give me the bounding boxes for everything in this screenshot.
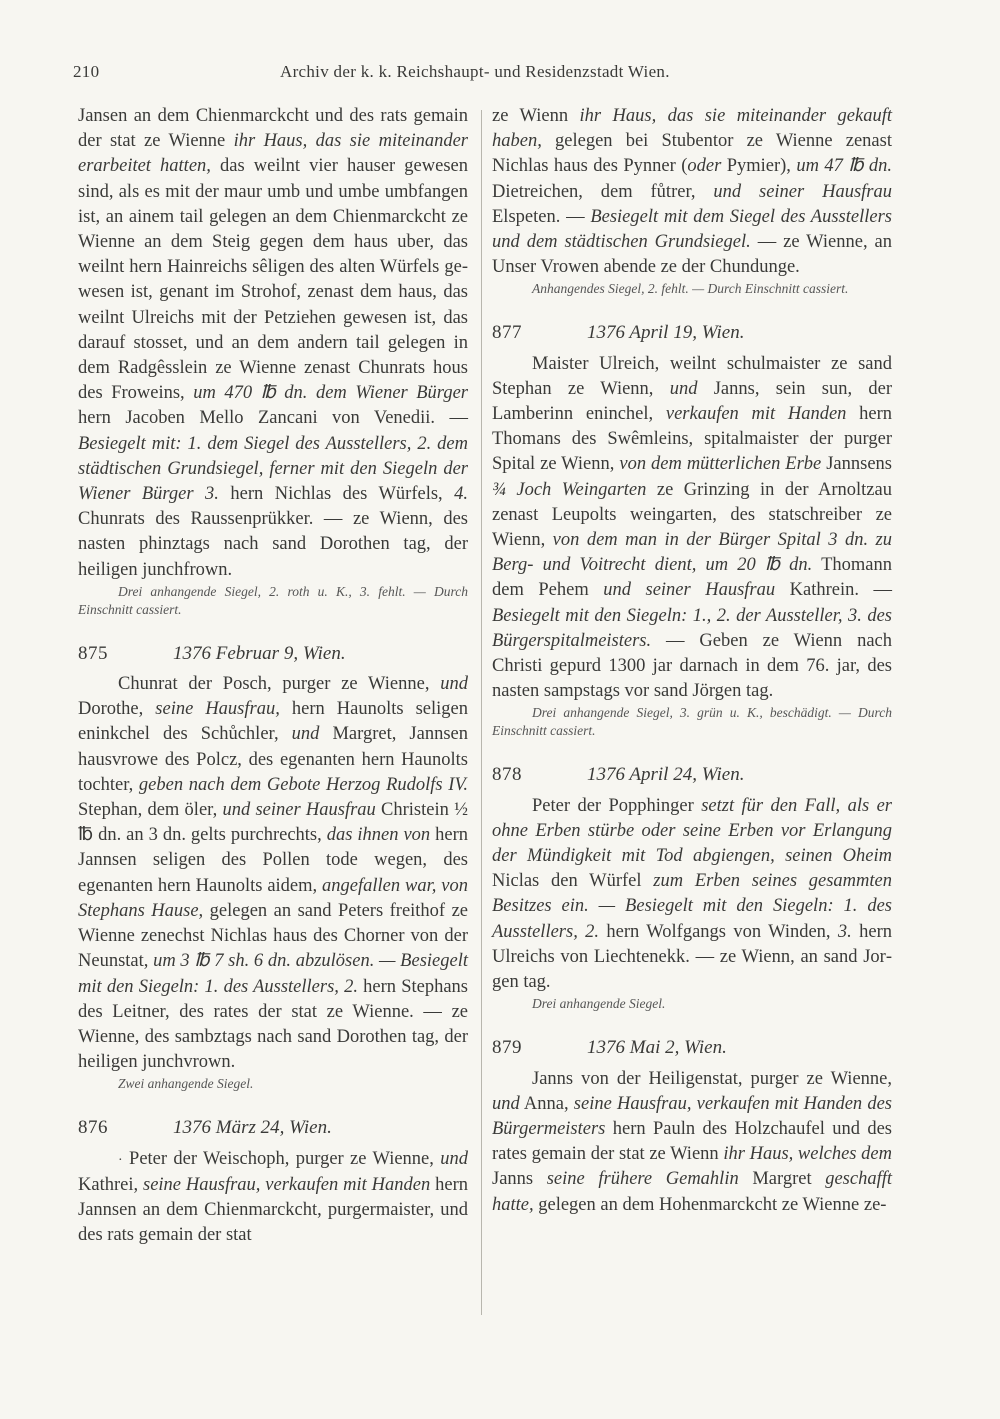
text-run: Margret, Jannsen hausvrowe des Polcz, des egenanten hern Haunolts tochter, bbox=[78, 724, 468, 795]
text-run: Anna, bbox=[519, 1093, 574, 1114]
text-run: Thomann dem Pehem bbox=[492, 555, 892, 601]
document-number: 875 bbox=[78, 642, 108, 664]
italic-run: und bbox=[669, 378, 698, 399]
italic-run: seine frühere Gemahlin bbox=[546, 1169, 739, 1190]
text-run: das weilnt vier hauser gewesen sind, als es mit der maur umb und umbe umbfangen ist, an ainem tail gelegen an dem Chienmarckcht ze Wienne an dem Steig gegen dem haus uber, das weilnt hern Hainreichs sêligen des alten Würfels gewesen ist, genant im Strohof, zenast dem haus, das weilnt Ulreichs mit der Petziehen gewesen ist, das darauf stosset, und an dem andern tail gelegen in dem Radgêsslein ze Wienne zenast Chunrats hous des Froweins, bbox=[78, 156, 469, 404]
text-run: — Geben ze Wienn nach Christi gepurd 1300 jar darnach in dem 76. jar, des nasten sampstags vor sand Jörgen tag. bbox=[492, 630, 892, 702]
page-header bbox=[0, 62, 1000, 86]
text-run: Peter der Weischoph, purger ze Wienne, bbox=[129, 1148, 441, 1169]
document-date: 1376 April 24, Wien. bbox=[587, 764, 745, 786]
text-run: hern Jannsen seligen des Pollen tode wegen, des egenanten hern Haunolts aidem, bbox=[78, 825, 469, 896]
text-run: Jannsens bbox=[821, 454, 892, 475]
italic-run: und seiner Hausfrau bbox=[713, 181, 892, 202]
document-body-875 bbox=[78, 672, 468, 1075]
document-date: 1376 Mai 2, Wien. bbox=[587, 1037, 727, 1059]
italic-run: Besiegelt mit dem Siegel des Ausstellers und dem städtischen Grundsiegel. bbox=[492, 206, 893, 253]
text-run: Janns, sein sun, der Lamberinn eninchel, bbox=[492, 378, 893, 425]
text-run: hern Pauln des Holzchaufel und des rates gemain der stat ze Wienn bbox=[492, 1118, 892, 1165]
text-run: Janns von der Heiligenstat, purger ze Wienne, bbox=[532, 1068, 892, 1089]
document-heading-875 bbox=[78, 641, 468, 666]
document-heading-877 bbox=[492, 320, 892, 345]
text-run: hern Stephans des Leitner, des rates der stat ze Wienne. — ze Wienne, des sambztags nach sand Dorothen tag, der heiligen junchvrown. bbox=[78, 976, 468, 1073]
italic-run: seine Hausfrau, verkaufen mit Handen bbox=[143, 1174, 431, 1195]
italic-run: seine Hausfrau, bbox=[155, 699, 280, 720]
page-number: 210 bbox=[73, 62, 100, 81]
running-title: Archiv der k. k. Reichshaupt- und Residenzstadt Wien. bbox=[280, 62, 670, 81]
document-date: 1376 März 24, Wien. bbox=[173, 1117, 332, 1139]
text-run: ze Grinzing in der Arnoltzau zenast Leupolts weingarten, des statschreiber ze Wienn, bbox=[492, 479, 892, 551]
italic-run: zum Erben seines gesammten Besitzes ein. — Besiegelt mit den Siegeln: 1. des Ausstellers, 2. bbox=[492, 871, 892, 942]
italic-run: verkaufen mit Handen bbox=[665, 404, 847, 425]
italic-run: 3. bbox=[837, 921, 852, 942]
document-date: 1376 April 19, Wien. bbox=[587, 322, 745, 344]
text-run: Margret bbox=[738, 1169, 826, 1190]
italic-run: ihr Haus, welches dem bbox=[723, 1144, 892, 1165]
document-date: 1376 Februar 9, Wien. bbox=[173, 642, 346, 664]
document-number: 879 bbox=[492, 1037, 522, 1059]
italic-run: und bbox=[291, 724, 320, 745]
italic-run: und seiner Hausfrau bbox=[603, 580, 776, 601]
seal-note-878: Drei anhangende Siegel. bbox=[532, 996, 666, 1012]
text-run: Chunrat der Posch, purger ze Wienne, bbox=[118, 674, 441, 695]
text-run: hern Jacoben Mello Zancani von Venedii. — bbox=[78, 408, 468, 429]
column-divider bbox=[481, 110, 482, 1315]
italic-run: seine Hausfrau, verkaufen mit Handen des Bürgermeisters bbox=[492, 1093, 892, 1139]
left-column bbox=[78, 104, 468, 1248]
text-run: Chunrats des Raussenprükker. — ze Wienn, des nasten phinztags nach sand Dorothen tag, der heiligen junchfrown. bbox=[78, 509, 468, 580]
document-heading-878 bbox=[492, 762, 892, 787]
document-number: 877 bbox=[492, 322, 522, 344]
continued-text-876 bbox=[492, 104, 892, 280]
text-run: Stephan, dem öler, bbox=[78, 800, 223, 821]
margin-dot: · bbox=[118, 1152, 123, 1168]
italic-run: und bbox=[440, 1148, 468, 1169]
continued-text-874 bbox=[78, 104, 468, 583]
italic-run: geben nach dem Gebote Herzog Rudolfs IV. bbox=[138, 774, 468, 795]
italic-run: und bbox=[492, 1093, 520, 1114]
text-run: hern Nichlas des Würfels, bbox=[218, 484, 455, 505]
text-run: Kathrein. — bbox=[775, 580, 892, 601]
text-run: hern Ulreichs von Liechtenekk. — ze Wienn, an sand Jorgen tag. bbox=[492, 921, 892, 993]
text-run: hern Wolfgangs von Winden, bbox=[599, 921, 838, 942]
italic-run: Besiegelt mit den Siegeln: 1., 2. der Aussteller, 3. des Bürgerspitalmeisters. bbox=[492, 605, 892, 651]
document-body-876 bbox=[78, 1147, 468, 1249]
italic-run: ihr Haus, das sie miteinander gekauft haben, bbox=[492, 106, 892, 152]
document-body-876-text bbox=[78, 1149, 468, 1246]
italic-run: um 47 ℔ dn. bbox=[796, 156, 892, 177]
right-column bbox=[492, 104, 892, 1218]
document-body-879 bbox=[492, 1067, 892, 1218]
seal-note-874: Drei anhangende Siegel, 2. roth u. K., 3. fehlt. — Durch Einschnitt cassiert. bbox=[78, 583, 468, 617]
italic-run: Besiegelt mit: 1. dem Siegel des Ausstellers, 2. dem städtischen Grundsiegel, ferner mit den Siegeln der Wiener Bürger 3. bbox=[78, 433, 468, 505]
italic-run: ¾ Joch Weingarten bbox=[492, 479, 647, 500]
text-run: Niclas den Würfel bbox=[492, 871, 654, 892]
text-run: hern Jannsen an dem Chienmarckcht, purgermaister, und des rats gemain der stat bbox=[78, 1174, 468, 1246]
text-run: Elspeten. — bbox=[492, 206, 591, 227]
document-number: 876 bbox=[78, 1117, 108, 1139]
text-run: Peter der Popphinger bbox=[532, 795, 702, 816]
text-run: gelegen bei Stubentor ze Wienne zenast Nichlas haus des Pynner ( bbox=[492, 131, 892, 177]
italic-run: geschafft hatte, bbox=[492, 1169, 892, 1215]
text-run: ze Wienn bbox=[492, 106, 580, 126]
italic-run: um 3 ℔ 7 sh. 6 dn. abzulösen. — Besiegelt mit den Siegeln: 1. des Ausstellers, 2. bbox=[78, 951, 468, 997]
italic-run: um 470 ℔ dn. dem Wiener Bürger bbox=[193, 383, 468, 404]
document-body-878 bbox=[492, 794, 892, 996]
text-run: Dietreichen, dem fůtrer, bbox=[492, 181, 714, 202]
text-run: — ze Wienne, an Unser Vrowen abende ze der Chundunge. bbox=[492, 232, 892, 278]
text-run: Jansen an dem Chienmarckcht und des rats gemain der stat ze Wienne bbox=[78, 106, 468, 152]
document-heading-876 bbox=[78, 1115, 468, 1140]
italic-run: das ihnen von bbox=[326, 825, 431, 846]
document-body-877 bbox=[492, 352, 892, 705]
text-run: gelegen an sand Peters freithof ze Wienne zenechst Nichlas haus des Chorner von der Neunstat, bbox=[78, 900, 468, 972]
text-run: Maister Ulreich, weilnt schulmaister ze sand Stephan ze Wienn, bbox=[492, 353, 892, 399]
seal-note-875: Zwei anhangende Siegel. bbox=[118, 1076, 254, 1092]
italic-run: von dem mütterlichen Erbe bbox=[619, 454, 822, 475]
text-run: gelegen an dem Hohenmarckcht ze Wienne ze- bbox=[533, 1194, 887, 1215]
italic-run: setzt für den Fall, als er ohne Erben stürbe oder seine Erben vor Erlangung der Mündigkeit mit Tod abgiengen, seinen Oheim bbox=[492, 795, 892, 867]
seal-note-877: Drei anhangende Siegel, 3. grün u. K., beschädigt. — Durch Einschnitt cassiert. bbox=[492, 705, 892, 739]
italic-run: und bbox=[440, 674, 468, 695]
italic-run: von dem man in der Bürger Spital 3 dn. zu Berg- und Voitrecht dient, um 20 ℔ dn. bbox=[492, 530, 892, 576]
text-run: hern Thomans des Swêmleins, spitalmaister der purger Spital ze Wienn, bbox=[492, 404, 892, 475]
italic-run: 4. bbox=[454, 484, 468, 505]
text-run: Janns bbox=[492, 1169, 547, 1190]
text-run: Christein ½ ℔ dn. an 3 dn. gelts purchrechts, bbox=[78, 800, 468, 846]
italic-run: ihr Haus, das sie miteinander erarbeitet hatten, bbox=[78, 131, 468, 177]
text-run: Pymier), bbox=[721, 156, 797, 177]
document-heading-879 bbox=[492, 1035, 892, 1060]
italic-run: und seiner Hausfrau bbox=[222, 800, 376, 821]
text-run: Kathrei, bbox=[78, 1174, 143, 1195]
document-number: 878 bbox=[492, 764, 522, 786]
italic-run: angefallen war, von Stephans Hause, bbox=[78, 875, 468, 921]
seal-note-876: Anhangendes Siegel, 2. fehlt. — Durch Einschnitt cassiert. bbox=[532, 281, 849, 297]
text-run: Dorothe, bbox=[78, 699, 156, 720]
italic-run: oder bbox=[687, 156, 722, 177]
text-run: hern Haunolts seligen eninkchel des Schůchler, bbox=[78, 699, 468, 745]
